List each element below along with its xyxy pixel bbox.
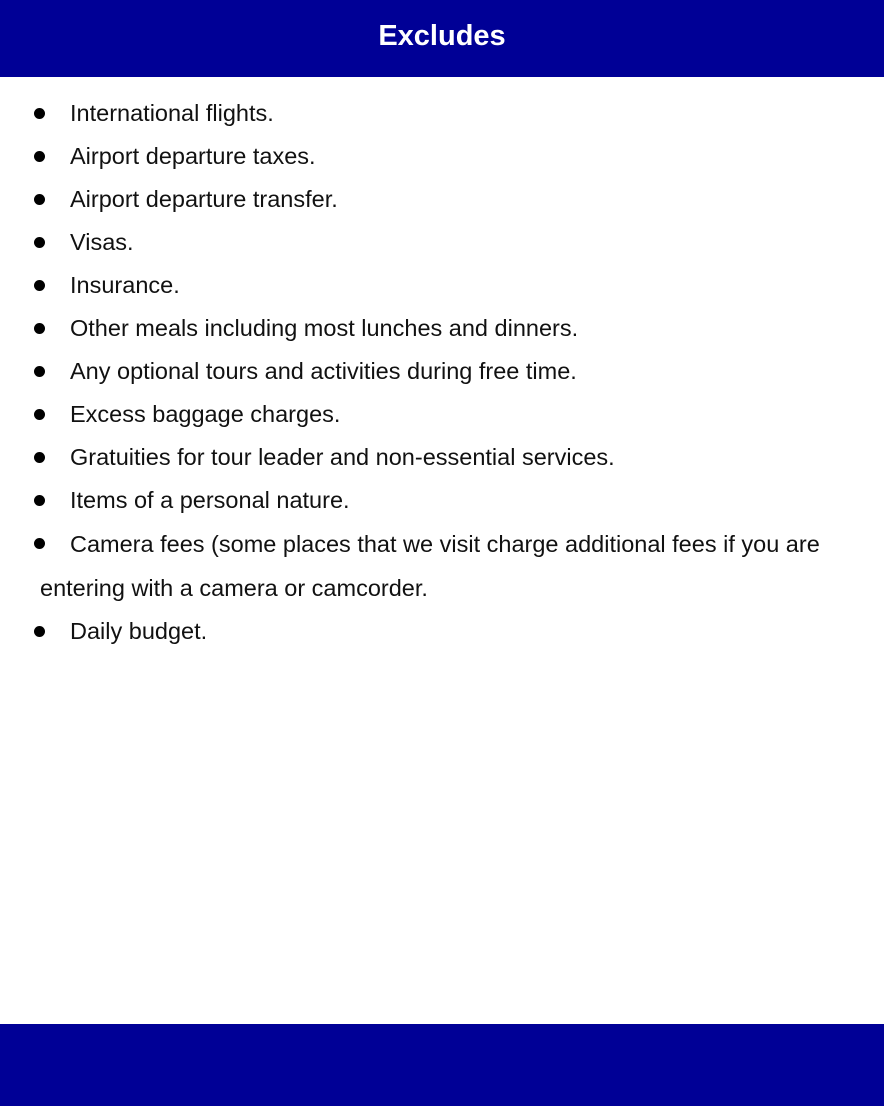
list-item (0, 221, 884, 264)
list-item (0, 264, 884, 307)
bullet-icon (34, 409, 45, 420)
list-item-text: International flights. (70, 100, 274, 126)
excludes-list (0, 92, 884, 653)
list-item-text: Other meals including most lunches and dinners. (70, 315, 579, 341)
list-item-text: Airport departure taxes. (70, 143, 316, 169)
bullet-icon (34, 452, 45, 463)
list-item (0, 92, 884, 135)
list-item-text: Any optional tours and activities during free time. (70, 358, 577, 384)
list-item-text: Airport departure transfer. (70, 186, 338, 212)
list-item (0, 178, 884, 221)
list-item (0, 479, 884, 522)
list-item-text: Items of a personal nature. (70, 487, 350, 513)
footer-bar (0, 1024, 884, 1106)
list-item-text: Daily budget. (70, 618, 208, 644)
bullet-icon (34, 151, 45, 162)
list-item-text: Gratuities for tour leader and non-essential services. (70, 444, 615, 470)
list-item-text: Insurance. (70, 272, 180, 298)
bullet-icon (34, 495, 45, 506)
bullet-icon (34, 108, 45, 119)
bullet-icon (34, 194, 45, 205)
bullet-icon (34, 280, 45, 291)
list-item (0, 135, 884, 178)
bullet-icon (34, 366, 45, 377)
list-item (0, 610, 884, 653)
list-item (0, 393, 884, 436)
bullet-icon (34, 626, 45, 637)
list-item-text: Visas. (70, 229, 134, 255)
header-bar (0, 0, 884, 77)
bullet-icon (34, 538, 45, 549)
list-item (0, 436, 884, 479)
bullet-icon (34, 237, 45, 248)
bullet-icon (34, 323, 45, 334)
list-item (0, 522, 884, 610)
page-title: Excludes (378, 20, 506, 52)
list-item (0, 350, 884, 393)
list-item-text: Camera fees (some places that we visit charge additional fees if you are entering with a camera or camcorder. (40, 531, 820, 601)
list-item (0, 307, 884, 350)
list-item-text: Excess baggage charges. (70, 401, 341, 427)
